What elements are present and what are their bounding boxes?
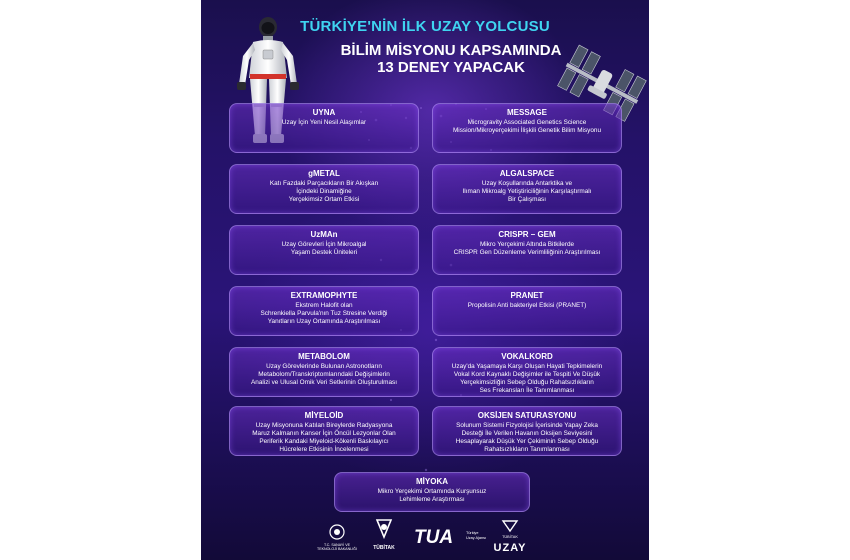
experiment-description-line: Hesaplayarak Düşük Yer Çekiminin Sebep Olduğu bbox=[455, 438, 599, 445]
experiment-description bbox=[230, 180, 418, 204]
tua-desc-line2: Uzay Ajansı bbox=[466, 536, 487, 540]
experiment-name: EXTRAMOPHYTE bbox=[290, 291, 358, 300]
experiment-description-line: Yaşam Destek Üniteleri bbox=[290, 249, 358, 256]
tubitak-label: TÜBİTAK bbox=[373, 545, 395, 551]
experiment-card bbox=[229, 286, 419, 336]
experiment-card bbox=[229, 164, 419, 214]
experiment-description bbox=[433, 119, 621, 135]
experiment-description-line: Yanıtların Uzay Ortamında Araştırılması bbox=[267, 318, 381, 325]
experiment-description-line: Mikro Yerçekimi Ortamında Kurşunsuz bbox=[377, 488, 487, 495]
uzay-label: UZAY bbox=[493, 542, 527, 554]
experiment-card bbox=[229, 103, 419, 153]
experiment-name: MİYOKA bbox=[416, 477, 448, 486]
experiment-card bbox=[432, 286, 622, 336]
experiment-description-line: Maruz Kalmanın Kanser İçin Öncül Lezyonlar Olan bbox=[252, 430, 396, 437]
experiment-description bbox=[230, 363, 418, 387]
experiment-description-line: Uzay Görevleri İçin Mikroalgal bbox=[281, 241, 367, 248]
experiment-name: ALGALSPACE bbox=[499, 169, 555, 178]
experiment-name: MESSAGE bbox=[506, 108, 547, 117]
poster bbox=[201, 0, 649, 560]
experiment-card bbox=[229, 225, 419, 275]
tua-logo bbox=[414, 527, 486, 548]
tua-desc-line1: Türkiye bbox=[466, 531, 479, 535]
experiment-name: VOKALKORD bbox=[501, 352, 553, 361]
experiment-name: METABOLOM bbox=[298, 352, 350, 361]
experiment-description-line: Ekstrem Halofit olan bbox=[295, 302, 353, 309]
experiment-description bbox=[230, 302, 418, 326]
experiment-card bbox=[432, 347, 622, 397]
experiment-description-line: Lehimleme Araştırması bbox=[399, 496, 465, 503]
experiment-name: gMETAL bbox=[308, 169, 340, 178]
ministry-label-line2: TEKNOLOJİ BAKANLIĞI bbox=[317, 547, 357, 551]
experiment-description-line: Ilıman Mikroalg Yetiştiriciliğinin Karşılaştırmalı bbox=[462, 188, 592, 195]
poster-subtitle-line1: BİLİM MİSYONU KAPSAMINDA bbox=[340, 42, 562, 59]
experiment-name: MİYELOİD bbox=[304, 411, 344, 420]
experiment-description-line: Uzay Misyonuna Katılan Bireylerde Radyasyona bbox=[255, 422, 393, 429]
poster-title: TÜRKİYE'NİN İLK UZAY YOLCUSU bbox=[300, 18, 550, 35]
uzay-top-label: TÜBİTAK bbox=[502, 535, 518, 539]
experiment-card bbox=[334, 472, 530, 512]
experiment-description-line: Schrenkiella Parvula'nın Tuz Stresine Verdiği bbox=[260, 310, 388, 317]
experiment-description-line: Yerçekimsizliğin Sebep Olduğu Rahatsızlıkların bbox=[460, 379, 594, 386]
experiment-description-line: Solunum Sistemi Fizyolojisi İçerisinde Yapay Zeka bbox=[456, 422, 598, 429]
experiment-description-line: Mikro Yerçekimi Altında Bitkilerde bbox=[479, 241, 575, 248]
experiment-name: UYNA bbox=[312, 108, 336, 117]
experiment-description-line: Propolisin Anti bakteriyel Etkisi (PRANET) bbox=[467, 302, 587, 309]
experiment-description-line: Mission/Mikroyerçekimi İlişkili Genetik Bilim Misyonu bbox=[452, 127, 602, 134]
experiment-name: CRISPR – GEM bbox=[498, 230, 556, 239]
ministry-logo bbox=[317, 525, 357, 551]
experiment-description-line: Hücrelere Etkisinin İncelenmesi bbox=[279, 446, 369, 453]
experiment-description-line: Ses Frekansları İle Tanımlanması bbox=[479, 387, 575, 394]
experiment-description-line: Uzay Koşullarında Antarktika ve bbox=[481, 180, 573, 187]
experiment-description bbox=[433, 422, 621, 454]
experiment-description bbox=[433, 241, 621, 257]
experiment-description-line: Microgravity Associated Genetics Science bbox=[467, 119, 587, 126]
experiment-description bbox=[230, 119, 418, 127]
tubitak-uzay-logo bbox=[494, 521, 527, 554]
tua-label: TUA bbox=[414, 527, 454, 548]
tubitak-logo bbox=[373, 520, 395, 551]
experiment-card bbox=[432, 406, 622, 456]
experiment-description bbox=[230, 241, 418, 257]
experiment-description bbox=[433, 363, 621, 395]
experiment-description bbox=[230, 422, 418, 454]
experiment-card bbox=[229, 347, 419, 397]
experiment-card bbox=[229, 406, 419, 456]
experiment-description bbox=[433, 180, 621, 204]
experiment-description-line: Analizi ve Ulusal Omik Veri Setlerinin Oluşturulması bbox=[251, 379, 397, 386]
experiment-description-line: Metabolom/Transkriptomlarındaki Değişimlerin bbox=[258, 371, 390, 378]
experiment-description-line: Periferik Kandaki Miyeloid-Kökenli Baskılayıcı bbox=[259, 438, 389, 445]
experiment-description-line: Uzay'da Yaşamaya Karşı Oluşan Hayati Tepkimelerin bbox=[451, 363, 603, 370]
experiment-name: OKSİJEN SATURASYONU bbox=[477, 411, 577, 420]
experiment-name: PRANET bbox=[510, 291, 544, 300]
ministry-label-line1: T.C. SANAYİ VE bbox=[323, 543, 351, 547]
experiment-description bbox=[433, 302, 621, 310]
experiment-description-line: Katı Fazdaki Parçacıkların Bir Akışkan bbox=[269, 180, 379, 187]
experiment-description-line: Bir Çalışması bbox=[508, 196, 546, 203]
footer-logos bbox=[201, 515, 649, 560]
experiment-description bbox=[335, 488, 529, 504]
experiment-description-line: CRISPR Gen Düzenleme Verimliliğinin Araştırılması bbox=[453, 249, 601, 256]
experiment-description-line: Uzay Görevlerinde Bulunan Astronotların bbox=[266, 363, 382, 370]
experiment-description-line: Vokal Kord Kaynaklı Değişimler ile Tespiti Ve Düşük bbox=[453, 371, 601, 378]
experiment-name: UzMAn bbox=[310, 230, 338, 239]
experiment-description-line: Rahatsızlıkların Tanımlanması bbox=[484, 446, 570, 453]
experiment-description-line: İçindeki Dinamiğine bbox=[296, 188, 352, 195]
experiment-card bbox=[432, 103, 622, 153]
experiment-description-line: Yerçekimsiz Ortam Etkisi bbox=[288, 196, 360, 203]
experiment-card bbox=[432, 164, 622, 214]
poster-subtitle-line2: 13 DENEY YAPACAK bbox=[377, 59, 525, 76]
poster-subtitle bbox=[271, 42, 631, 76]
experiment-description-line: Uzay İçin Yeni Nesil Alaşımlar bbox=[281, 119, 367, 126]
experiment-description-line: Desteği İle Verilen Havanın Oksijen Seviyesini bbox=[461, 430, 593, 437]
experiment-card bbox=[432, 225, 622, 275]
